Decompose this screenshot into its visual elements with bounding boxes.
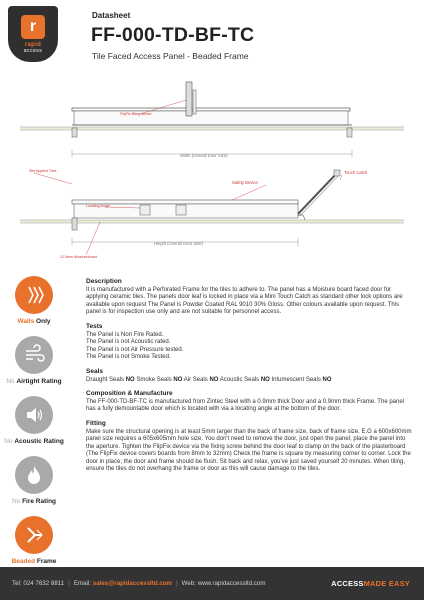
seals-list xyxy=(86,377,414,385)
label-width: Width (Overall Door Size) xyxy=(180,153,228,158)
label-board: 12.5mm Moistureboard xyxy=(60,255,97,259)
feature-fire-pre: No xyxy=(11,498,21,505)
seal-label: Smoke Seals xyxy=(136,376,172,383)
label-site-tiles: Site Applied Tiles xyxy=(29,169,57,173)
product-subtitle: Tile Faced Access Panel - Beaded Frame xyxy=(92,51,249,61)
seals-heading: Seals xyxy=(86,367,103,375)
tests-line: The Panel is Non Fire Rated. xyxy=(86,331,164,338)
feature-beaded-suffix: Frame xyxy=(36,558,57,565)
logo-word-access: access xyxy=(23,47,43,54)
label-height: Height (Overall Door Size) xyxy=(154,241,203,246)
composition-heading: Composition & Manufacture xyxy=(86,390,173,398)
feature-walls-suffix: Only xyxy=(36,318,51,325)
fitting-section xyxy=(86,420,414,474)
composition-text: The FF-000-TD-BF-TC is manufactured from Zintec Steel with a 0.9mm thick Door and a 0.9mm thick Frame. The panel has a fully demountable door which is located with via a locating angle at the bottom of the door. xyxy=(86,398,404,413)
seal-label: Air Seals xyxy=(183,376,208,383)
seal-label: Draught Seals xyxy=(86,376,125,383)
flame-icon xyxy=(15,456,53,494)
datasheet-content xyxy=(86,278,414,480)
speaker-icon xyxy=(15,396,53,434)
section-view-bottom xyxy=(20,170,404,255)
seal-value: NO xyxy=(209,376,219,383)
feature-fire xyxy=(0,456,68,505)
feature-acoustic-pre: No xyxy=(4,438,13,445)
beaded-frame-icon xyxy=(15,516,53,554)
seal-value: NO xyxy=(260,376,270,383)
tests-line: The Panel is not Smoke Tested. xyxy=(86,354,171,361)
feature-beaded-frame xyxy=(0,516,68,565)
tel-label: Tel: xyxy=(12,580,22,587)
footer-bar: Tel: 024 7632 8811 | Email: sales@rapidaccessltd.com | Web: www.rapidaccessltd.com ACCESSMADE EASY xyxy=(0,567,424,600)
feature-acoustic-label: Acoustic Rating xyxy=(14,438,64,445)
footer-brand xyxy=(331,579,410,588)
company-logo xyxy=(8,6,58,62)
label-safety-device: Safety Device xyxy=(232,180,258,185)
web-label: Web: xyxy=(181,580,197,587)
tests-section xyxy=(86,323,414,362)
label-flipfix: FlipFix fitting device xyxy=(120,112,152,116)
web-link[interactable]: www.rapidaccessltd.com xyxy=(197,580,266,587)
feature-sidebar xyxy=(0,272,68,567)
seal-label: Acoustic Seals xyxy=(219,376,260,383)
feature-walls-label: Walls xyxy=(17,318,35,325)
feature-fire-label: Fire Rating xyxy=(22,498,57,505)
product-code: FF-000-TD-BF-TC xyxy=(91,24,255,46)
seals-section xyxy=(86,368,414,384)
fitting-text: Make sure the structural opening is at least 5mm larger than the back of frame size, back of frame size. E.G a 600x600mm panel size requires a 605x605mm hole size. You don't need to remove the door, just open the panel, place the panel into the aperture. Tighten the FlipFix device via the fixing screw behind the door leaf to clamp on the back of the plasterboard (The FlipFix device covers boards from 8mm to 32mm) Check the frame is square by measuring corner to corner. Lock the door in place; the door and frame should be flush. Sit back and relax, you've just saved yourself 20 minutes. When tiling, ensure the tiles do not overhang the frame or door as this will cause damage to the tiles. xyxy=(86,428,412,473)
brand-made-easy: MADE EASY xyxy=(363,579,410,588)
feature-beaded-label: Beaded xyxy=(11,558,36,565)
feature-airtight xyxy=(0,336,68,385)
seal-label: Intumescent Seals xyxy=(271,376,321,383)
label-touch-catch: Touch Catch xyxy=(344,170,368,175)
tests-line: The Panel is not Acoustic rated. xyxy=(86,339,171,346)
air-icon xyxy=(15,336,53,374)
feature-airtight-label: Airtight Rating xyxy=(16,378,62,385)
feature-airtight-pre: No xyxy=(6,378,15,385)
email-link[interactable]: sales@rapidaccessltd.com xyxy=(92,580,173,587)
feature-walls-only xyxy=(0,276,68,325)
description-section xyxy=(86,278,414,317)
description-text: It is manufactured with a Perforated Frame for the tiles to adhere to. The panel has a Moisture board faced door for applying ceramic tiles. The panels door leaf is locked in place via a Mini Touch Catch as standard other lock options are available upon request The Panel is Powder Coated RAL 9010 30% Gloss. Other colours available upon request. This panel is for inspection use only and are not suitable for personnel access. xyxy=(86,286,403,316)
tel-link[interactable]: 024 7632 8811 xyxy=(23,580,65,587)
seal-value: NO xyxy=(173,376,183,383)
composition-section xyxy=(86,390,414,414)
seal-value: NO xyxy=(322,376,332,383)
tests-line: The Panel is not Air Pressure tested. xyxy=(86,346,184,353)
feature-acoustic xyxy=(0,396,68,445)
label-locating-angle: Locating Angle xyxy=(86,204,110,208)
fitting-heading: Fitting xyxy=(86,419,106,427)
brand-access: ACCESS xyxy=(331,579,364,588)
logo-word-rapid: rapid xyxy=(24,41,42,48)
datasheet-label: Datasheet xyxy=(92,11,131,20)
email-label: Email: xyxy=(73,580,92,587)
walls-icon xyxy=(15,276,53,314)
tests-heading: Tests xyxy=(86,322,103,330)
seal-value: NO xyxy=(125,376,135,383)
logo-mark: r xyxy=(21,15,45,39)
description-heading: Description xyxy=(86,278,122,285)
section-view-top xyxy=(20,82,404,158)
technical-drawing xyxy=(0,72,424,267)
